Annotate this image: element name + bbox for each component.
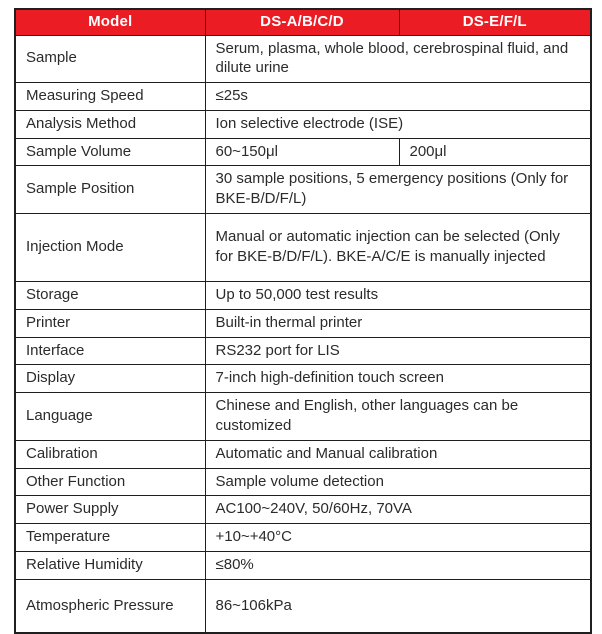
row-label: Other Function [15, 468, 205, 496]
header-model: Model [15, 9, 205, 35]
row-label: Relative Humidity [15, 552, 205, 580]
row-label: Storage [15, 282, 205, 310]
row-value: 30 sample positions, 5 emergency positions (Only for BKE-B/D/F/L) [205, 166, 591, 214]
row-value: ≤25s [205, 83, 591, 111]
row-sample-volume [15, 138, 591, 166]
row-label: Sample [15, 35, 205, 83]
row-language [15, 393, 591, 441]
row-other-function [15, 468, 591, 496]
row-value: Chinese and English, other languages can be customized [205, 393, 591, 441]
row-label: Injection Mode [15, 214, 205, 282]
row-label: Analysis Method [15, 110, 205, 138]
row-label: Printer [15, 309, 205, 337]
row-value: RS232 port for LIS [205, 337, 591, 365]
row-label: Display [15, 365, 205, 393]
row-storage [15, 282, 591, 310]
row-label: Measuring Speed [15, 83, 205, 111]
row-measuring-speed [15, 83, 591, 111]
row-value: Ion selective electrode (ISE) [205, 110, 591, 138]
row-interface [15, 337, 591, 365]
row-value: Built-in thermal printer [205, 309, 591, 337]
row-label: Sample Position [15, 166, 205, 214]
row-display [15, 365, 591, 393]
row-value: Sample volume detection [205, 468, 591, 496]
row-label: Calibration [15, 440, 205, 468]
row-relative-humidity [15, 552, 591, 580]
row-value: 7-inch high-definition touch screen [205, 365, 591, 393]
row-label: Language [15, 393, 205, 441]
row-printer [15, 309, 591, 337]
row-value: 86~106kPa [205, 579, 591, 633]
row-analysis-method [15, 110, 591, 138]
row-label: Atmospheric Pressure [15, 579, 205, 633]
row-value: AC100~240V, 50/60Hz, 70VA [205, 496, 591, 524]
header-ds-abcd: DS-A/B/C/D [205, 9, 399, 35]
row-label: Sample Volume [15, 138, 205, 166]
row-value-efl: 200μl [399, 138, 591, 166]
row-label: Interface [15, 337, 205, 365]
row-atmospheric-pressure [15, 579, 591, 633]
row-value: Automatic and Manual calibration [205, 440, 591, 468]
row-sample [15, 35, 591, 83]
row-label: Temperature [15, 524, 205, 552]
row-value: Serum, plasma, whole blood, cerebrospinal fluid, and dilute urine [205, 35, 591, 83]
row-value: ≤80% [205, 552, 591, 580]
row-value-abcd: 60~150μl [205, 138, 399, 166]
header-ds-efl: DS-E/F/L [399, 9, 591, 35]
row-temperature [15, 524, 591, 552]
header-row [15, 9, 591, 35]
row-power-supply [15, 496, 591, 524]
spec-table [14, 8, 592, 634]
row-calibration [15, 440, 591, 468]
row-value: +10~+40°C [205, 524, 591, 552]
row-injection-mode [15, 214, 591, 282]
row-sample-position [15, 166, 591, 214]
row-value: Up to 50,000 test results [205, 282, 591, 310]
row-label: Power Supply [15, 496, 205, 524]
row-value: Manual or automatic injection can be selected (Only for BKE-B/D/F/L). BKE-A/C/E is manually injected [205, 214, 591, 282]
